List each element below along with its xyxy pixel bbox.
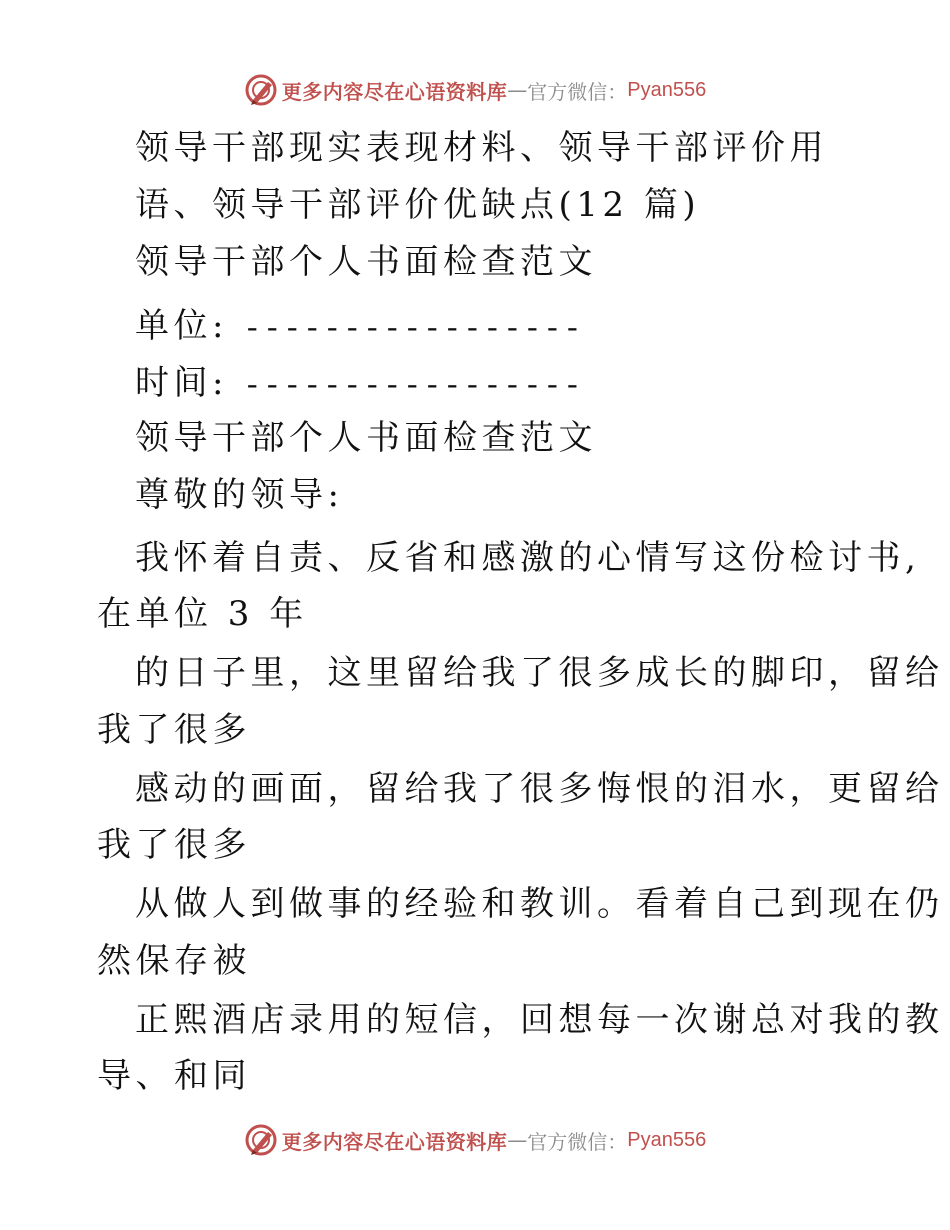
banner-dash: —: [507, 1128, 528, 1152]
wechat-label: 官方微信：: [527, 1129, 628, 1154]
footer-banner: [0, 1120, 950, 1160]
paragraph-line: 导、和同: [97, 1056, 251, 1096]
paragraph-line: 感动的画面，留给我了很多悔恨的泪水，更留给: [135, 769, 944, 809]
unit-label: 单位:: [135, 306, 228, 346]
paragraph-line: 我了很多: [97, 825, 251, 865]
paragraph-line: 我怀着自责、反省和感激的心情写这份检讨书,: [135, 538, 921, 578]
subtitle: 领导干部个人书面检查范文: [135, 242, 597, 282]
pen-logo-icon: [244, 1123, 278, 1157]
title-line-1: 领导干部现实表现材料、领导干部评价用: [135, 128, 828, 168]
time-blank: -----------------: [243, 370, 584, 404]
unit-row: [135, 306, 583, 350]
header-banner: [0, 70, 950, 110]
title-line-2: 语、领导干部评价优缺点(12 篇): [135, 185, 701, 225]
wechat-id: Pyan556: [627, 78, 707, 101]
paragraph-line: 然保存被: [97, 941, 251, 981]
wechat-label: 官方微信：: [527, 79, 628, 104]
paragraph-line: 我了很多: [97, 710, 251, 750]
banner-dash: —: [507, 78, 528, 102]
pen-logo-icon: [244, 73, 278, 107]
salutation: 尊敬的领导:: [135, 475, 344, 515]
time-label: 时间:: [135, 363, 228, 403]
paragraph-line: 在单位 3 年: [97, 594, 308, 634]
paragraph-line: 正熙酒店录用的短信，回想每一次谢总对我的教: [135, 1000, 944, 1040]
site-name: 更多内容尽在心语资料库: [281, 79, 508, 104]
site-name: 更多内容尽在心语资料库: [281, 1129, 508, 1154]
unit-blank: -----------------: [243, 313, 584, 347]
time-row: [135, 363, 583, 407]
wechat-id: Pyan556: [627, 1128, 707, 1151]
paragraph-line: 的日子里，这里留给我了很多成长的脚印，留给: [135, 653, 944, 693]
paragraph-line: 从做人到做事的经验和教训。看着自己到现在仍: [135, 884, 944, 924]
heading: 领导干部个人书面检查范文: [135, 418, 597, 458]
